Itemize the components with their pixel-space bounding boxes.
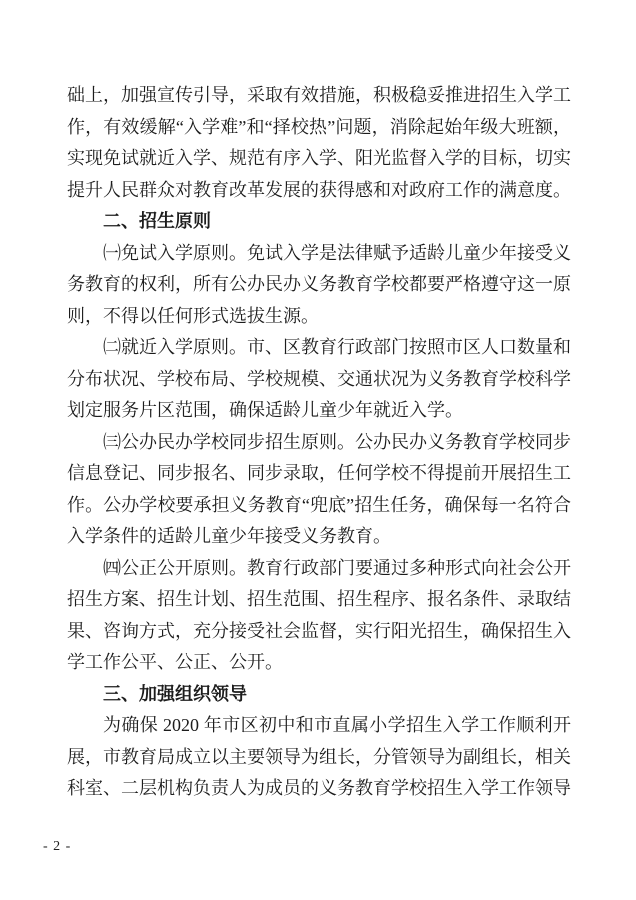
paragraph (67, 80, 571, 206)
section-heading-enrollment-principles: 二、招生原则 (103, 211, 211, 231)
paragraph-text: 公办民办义务教育学校同步信息登记、同步报名、同步录取，任何学校不得提前开展招生工作。公办学校要承担义务教育“兜底”招生任务，确保每一名符合入学条件的适龄儿童少年接受义务教育。 (67, 431, 571, 546)
paragraph-text: 础上，加强宣传引导，采取有效措施，积极稳妥推进招生入学工作，有效缓解“入学难”和“择校热”问题，消除起始年级大班额，实现免试就近入学、规范有序入学、阳光监督入学的目标，切实提升人民群众对教育改革发展的获得感和对政府工作的满意度。 (67, 85, 571, 200)
paragraph (67, 332, 571, 427)
section-heading-organization-leadership: 三、加强组织领导 (103, 683, 247, 704)
paragraph-text: 免试入学是法律赋予适龄儿童少年接受义务教育的权利，所有公办民办义务教育学校都要严格遵守这一原则，不得以任何形式选拔生源。 (67, 242, 571, 326)
paragraph-text: 为确保 2020 年市区初中和市直属小学招生入学工作顺利开展，市教育局成立以主要领导为组长，分管领导为副组长，相关科室、二层机构负责人为成员的义务教育学校招生入学工作领导 (67, 715, 571, 798)
paragraph-lead: ㈢公办民办学校同步招生原则。 (103, 431, 355, 453)
paragraph-lead: ㈡就近入学原则。 (103, 337, 247, 358)
paragraph-text: 教育行政部门要通过多种形式向社会公开招生方案、招生计划、招生范围、招生程序、报名条件、录取结果、咨询方式，充分接受社会监督，实行阳光招生，确保招生入学工作公平、公正、公开。 (67, 557, 571, 672)
paragraph (67, 238, 571, 333)
paragraph-lead: ㈠免试入学原则。 (103, 242, 247, 264)
paragraph-text: 市、区教育行政部门按照市区人口数量和分布状况、学校布局、学校规模、交通状况为义务教育学校科学划定服务片区范围，确保适龄儿童少年就近入学。 (67, 337, 571, 420)
document-body (67, 80, 571, 805)
paragraph (67, 710, 571, 805)
paragraph (67, 427, 571, 553)
paragraph-lead: ㈣公正公开原则。 (103, 557, 247, 579)
page-number: - 2 - (43, 839, 72, 854)
paragraph (67, 553, 571, 679)
